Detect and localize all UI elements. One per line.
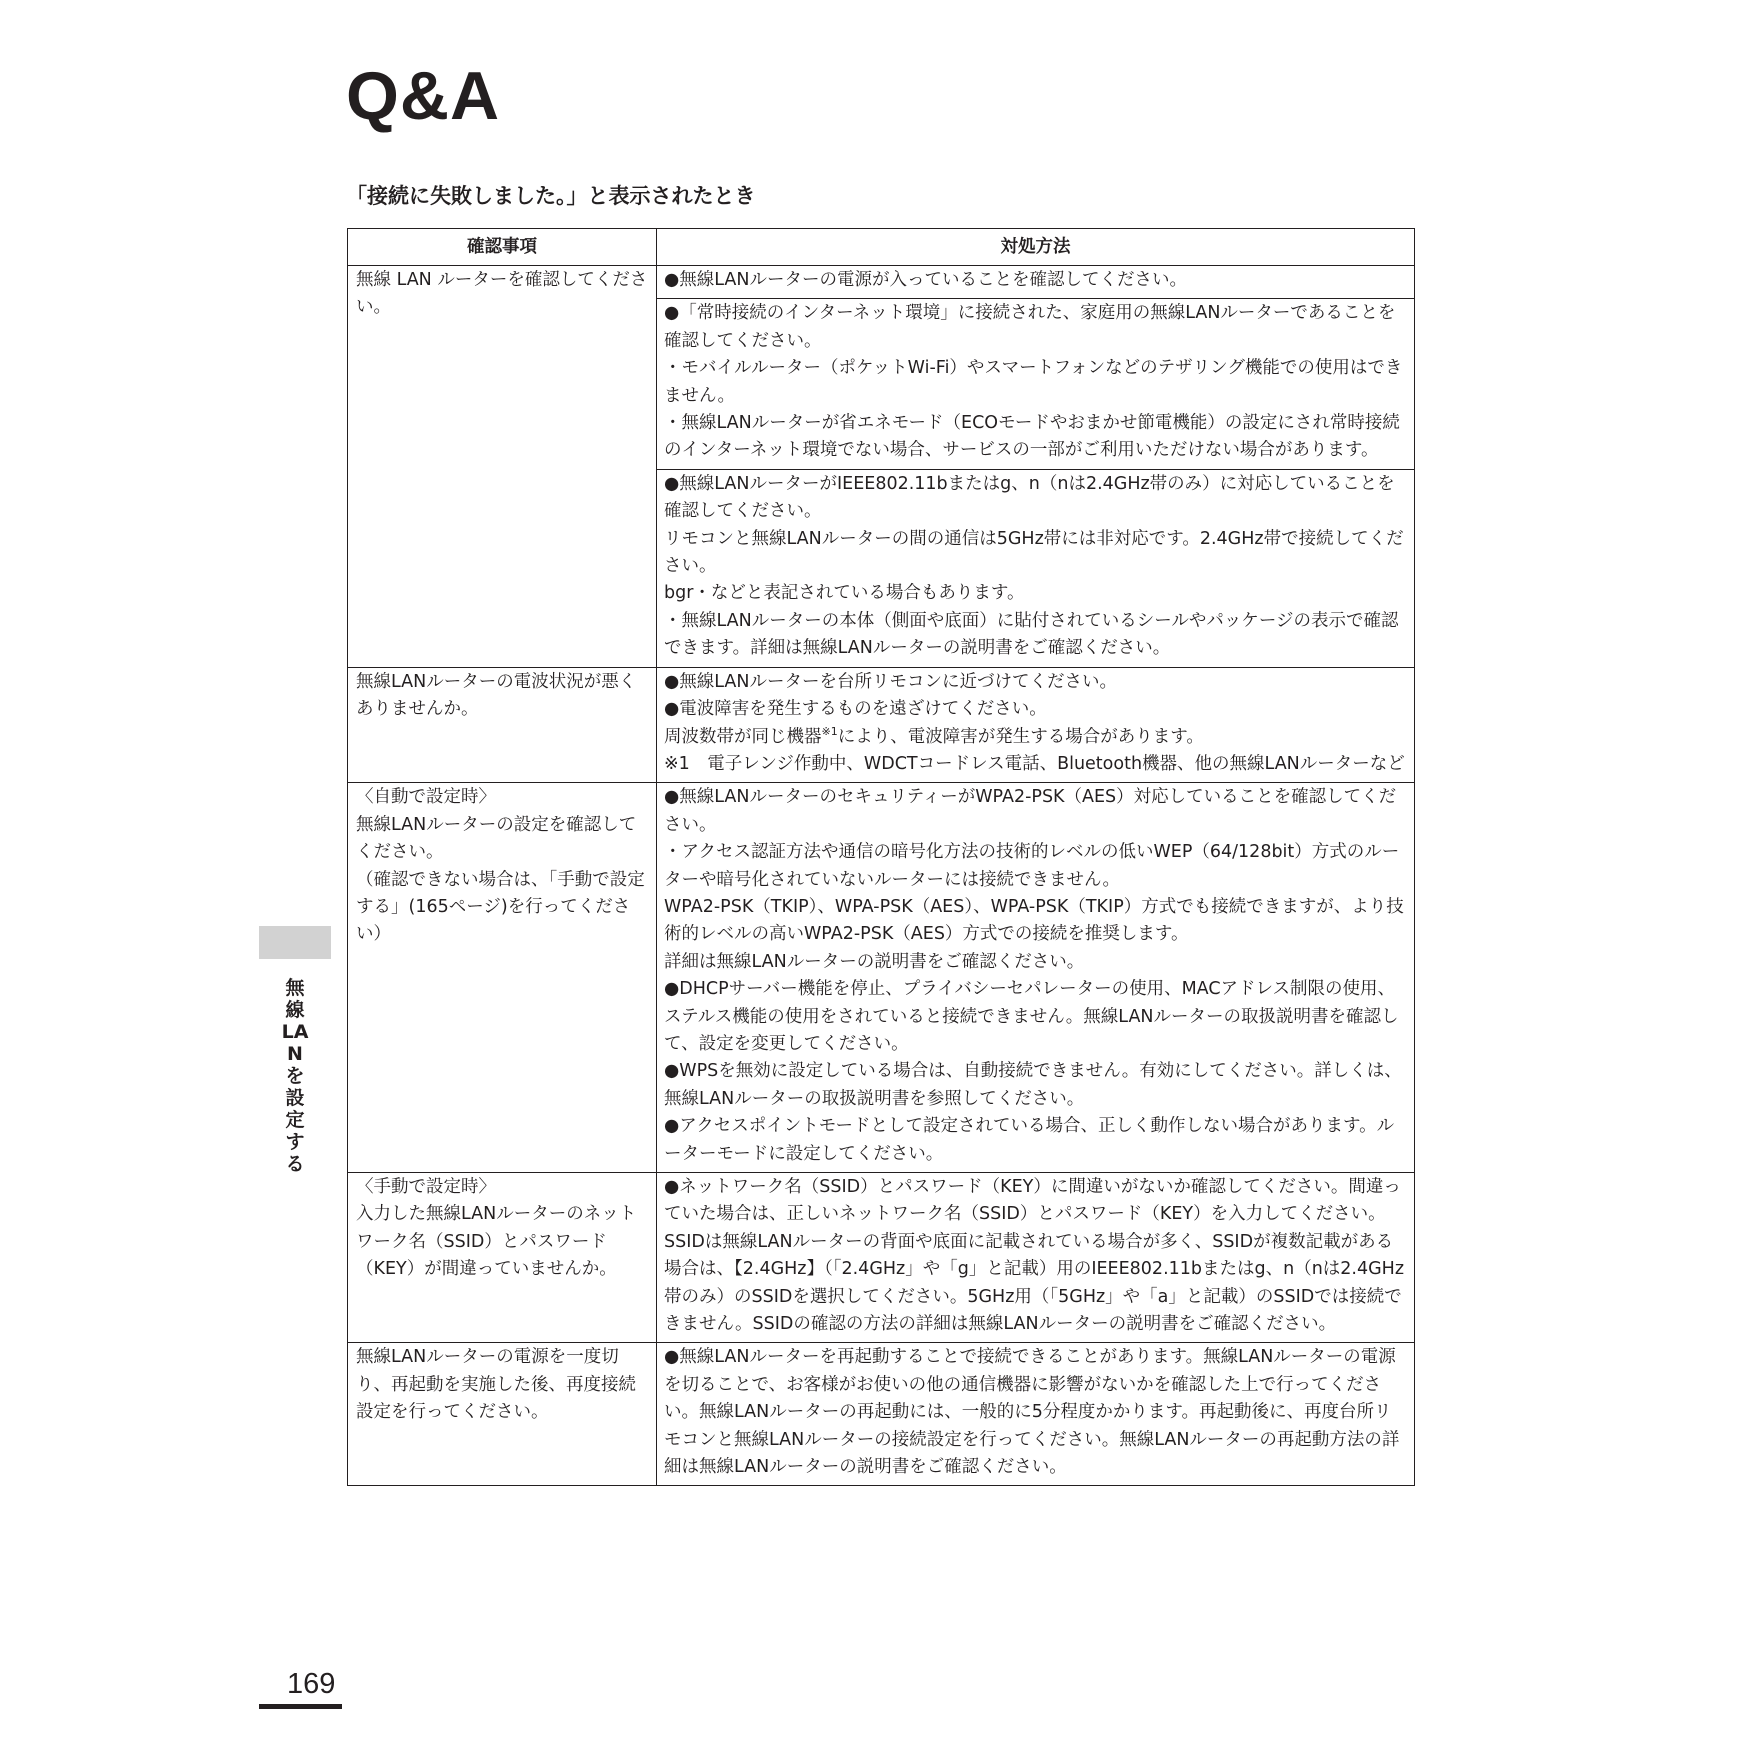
remedy-line: リモコンと無線LANルーターの間の通信は5GHz帯には非対応です。2.4GHz帯で接続してください。 bbox=[664, 528, 1404, 577]
check-text: 無線LANルーターの設定を確認してください。 bbox=[356, 814, 637, 863]
remedy-text: 周波数帯が同じ機器 bbox=[664, 726, 822, 747]
page-number-rule bbox=[259, 1704, 342, 1709]
remedy-cell bbox=[657, 266, 1415, 299]
remedy-line: ●「常時接続のインターネット環境」に接続された、家庭用の無線LANルーターであることを確認してください。 bbox=[664, 303, 1396, 351]
remedy-subline: ・無線LANルーターが省エネモード（ECOモードやおまかせ節電機能）の設定にされ常時接続のインターネット環境でない場合、サービスの一部がご利用いただけない場合があります。 bbox=[664, 413, 1400, 461]
footnote-mark: ※1 bbox=[821, 724, 838, 738]
remedy-line: ●無線LANルーターを再起動することで接続できることがあります。無線LANルーターの電源を切ることで、お客様がお使いの他の通信機器に影響がないかを確認した上で行ってください。無線LANルーターの再起動には、一般的に5分程度かかります。再起動後に、再度台所リモコンと無線LANルーターの接続設定を行ってください。無線LANルーターの再起動方法の詳細は無線LANルーターの説明書をご確認ください。 bbox=[664, 1347, 1400, 1478]
header-remedies: 対処方法 bbox=[657, 229, 1415, 266]
context-label: 〈手動で設定時〉 bbox=[356, 1177, 496, 1197]
remedy-subline bbox=[664, 580, 1408, 607]
remedy-line: ●無線LANルーターのセキュリティーがWPA2-PSK（AES）対応していることを確認してください。 bbox=[664, 787, 1397, 835]
table-row bbox=[348, 266, 1415, 299]
remedy-subline: 詳細は無線LANルーターの説明書をご確認ください。 bbox=[664, 951, 1085, 972]
context-label: 〈自動で設定時〉 bbox=[356, 787, 496, 808]
remedy-cell bbox=[657, 469, 1415, 667]
section-heading: 「接続に失敗しました。」と表示されたとき bbox=[346, 184, 756, 208]
band-badge: bgr bbox=[664, 583, 694, 604]
remedy-line: ●WPSを無効に設定している場合は、自動接続できません。有効にしてください。詳しくは、無線LANルーターの取扱説明書を参照してください。 bbox=[664, 1061, 1402, 1109]
remedy-line: ●無線LANルーターを台所リモコンに近づけてください。 bbox=[664, 671, 1117, 692]
remedy-line: ●無線LANルーターがIEEE802.11bまたはg、n（nは2.4GHz帯のみ）に対応していることを確認してください。 bbox=[664, 473, 1395, 522]
chapter-label: 無線LANを設定する bbox=[281, 977, 309, 1175]
table-row bbox=[348, 667, 1415, 783]
remedy-cell bbox=[657, 1343, 1415, 1486]
remedy-cell bbox=[657, 667, 1415, 783]
table-row bbox=[348, 783, 1415, 1173]
chapter-tab bbox=[259, 926, 331, 959]
remedy-line: ●アクセスポイントモードとして設定されている場合、正しく動作しない場合があります。ルーターモードに設定してください。 bbox=[664, 1116, 1395, 1164]
qa-table bbox=[347, 228, 1415, 1486]
page-title: Q&A bbox=[346, 58, 501, 134]
remedy-cell bbox=[657, 1173, 1415, 1343]
header-check-items: 確認事項 bbox=[348, 229, 657, 266]
remedy-subline: ・アクセス認証方法や通信の暗号化方法の技術的レベルの低いWEP（64/128bit）方式のルーターや暗号化されていないルーターには接続できません。 bbox=[664, 842, 1400, 890]
badge-caption: ・などと表記されている場合もあります。 bbox=[693, 583, 1025, 604]
check-cell: 無線LANルーターの電源を一度切り、再起動を実施した後、再度接続設定を行ってください。 bbox=[348, 1343, 657, 1486]
remedy-cell bbox=[657, 299, 1415, 469]
table-row bbox=[348, 1343, 1415, 1486]
check-cell bbox=[348, 783, 657, 1173]
check-cell: 無線 LAN ルーターを確認してください。 bbox=[348, 266, 657, 668]
page-number: 169 bbox=[287, 1668, 336, 1700]
remedy-line: ●DHCPサーバー機能を停止、プライバシーセパレーターの使用、MACアドレス制限の使用、ステルス機能の使用をされていると接続できません。無線LANルーターの取扱説明書を確認して、設定を変更してください。 bbox=[664, 979, 1399, 1054]
remedy-line: ●ネットワーク名（SSID）とパスワード（KEY）に間違いがないか確認してください。間違っていた場合は、正しいネットワーク名（SSID）とパスワード（KEY）を入力してください。SSIDは無線LANルーターの背面や底面に記載されている場合が多く、SSIDが複数記載がある場合は、【2.4GHz】（「2.4GHz」や「g」と記載）用のIEEE802.11bまたはg、n（nは2.4GHz帯のみ）のSSIDを選択してください。5GHz用（「5GHz」や「a」と記載）のSSIDでは接続できません。SSIDの確認の方法の詳細は無線LANルーターの説明書をご確認ください。 bbox=[664, 1177, 1405, 1335]
footnote: ※1 電子レンジ作動中、WDCTコードレス電話、Bluetooth機器、他の無線LANルーターなど bbox=[664, 753, 1405, 774]
remedy-line: ●電波障害を発生するものを遠ざけてください。 bbox=[664, 699, 1047, 720]
remedy-line bbox=[664, 724, 1408, 751]
table-row bbox=[348, 1173, 1415, 1343]
remedy-subline: ・無線LANルーターの本体（側面や底面）に貼付されているシールやパッケージの表示で確認できます。詳細は無線LANルーターの説明書をご確認ください。 bbox=[664, 610, 1399, 659]
check-text: 入力した無線LANルーターのネットワーク名（SSID）とパスワード（KEY）が間違っていませんか。 bbox=[356, 1204, 637, 1280]
remedy-subline: ・モバイルルーター（ポケットWi-Fi）やスマートフォンなどのテザリング機能での使用はできません。 bbox=[664, 358, 1403, 406]
remedy-subline: WPA2-PSK（TKIP）、WPA-PSK（AES）、WPA-PSK（TKIP）方式でも接続できますが、より技術的レベルの高いWPA2-PSK（AES）方式での接続を推奨します。 bbox=[664, 896, 1404, 945]
check-cell: 無線LANルーターの電波状況が悪くありませんか。 bbox=[348, 667, 657, 783]
table-header-row bbox=[348, 229, 1415, 266]
check-cell bbox=[348, 1173, 657, 1343]
remedy-text: により、電波障害が発生する場合があります。 bbox=[837, 726, 1204, 747]
remedy-line: ●無線LANルーターの電源が入っていることを確認してください。 bbox=[664, 270, 1187, 290]
check-note: （確認できない場合は、「手動で設定する」(165ページ)を行ってください） bbox=[356, 869, 645, 945]
remedy-cell bbox=[657, 783, 1415, 1173]
